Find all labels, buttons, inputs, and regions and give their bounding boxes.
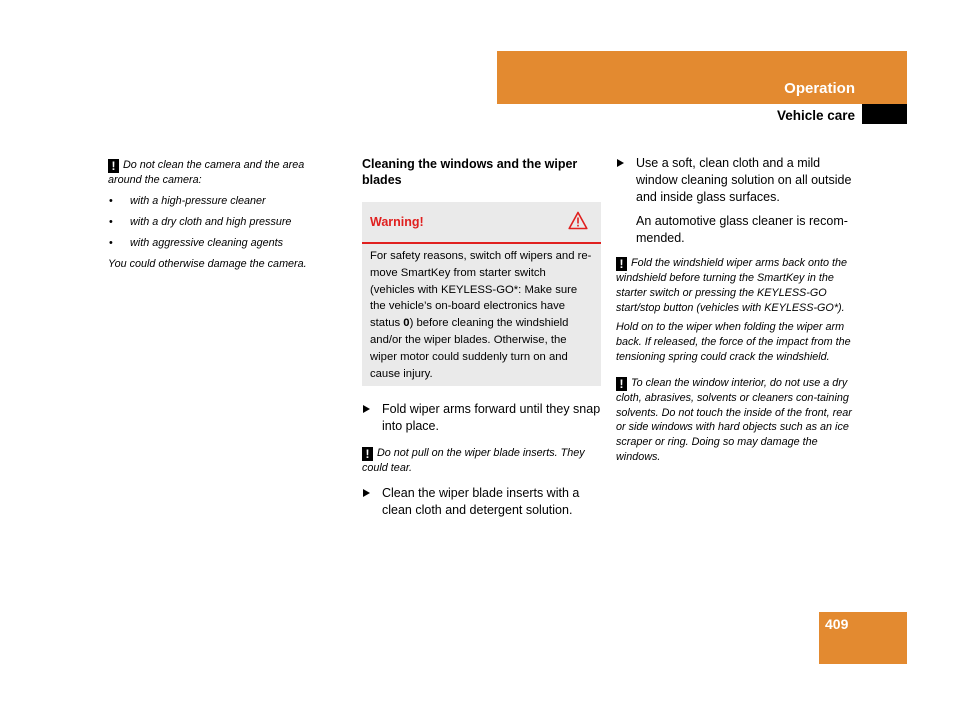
attention-icon: ! [108, 159, 119, 173]
wiper-hold-note: Hold on to the wiper when folding the wiper arm back. If released, the force of the impact from the tensioning spring could crack the windshield. [616, 321, 851, 363]
wiper-insert-note: ! Do not pull on the wiper blade inserts. They could tear. [362, 447, 585, 474]
status-value: 0 [403, 317, 410, 330]
triangle-right-icon [363, 405, 370, 413]
page-number: 409 [825, 616, 849, 632]
camera-note-end: You could otherwise damage the camera. [108, 257, 307, 270]
step-fold-wiper-arms: Fold wiper arms forward until they snap into place. [362, 401, 602, 435]
warning-triangle-icon [568, 211, 588, 235]
attention-icon: ! [616, 257, 627, 271]
right-column [616, 155, 858, 465]
section-title: Operation [784, 80, 855, 97]
step-clean-blade-inserts: Clean the wiper blade inserts with a clean cloth and detergent solution. [362, 485, 602, 519]
warning-text: For safety reasons, switch off wipers and re-move SmartKey from starter switch (vehicles with KEYLESS-GO*: Make sure the vehicle’s on-board electronics have status 0) before cleaning the windshield and/or the wiper blades. Otherwise, the wiper motor could suddenly turn on and cause injury. [370, 250, 592, 380]
middle-column [362, 156, 601, 188]
triangle-right-icon [617, 159, 624, 167]
bullet-icon: • [109, 194, 113, 207]
list-item: • with aggressive cleaning agents [109, 236, 284, 249]
attention-icon: ! [616, 377, 627, 391]
section-tab-marker [862, 104, 907, 124]
middle-lower [362, 401, 602, 519]
section-heading: Cleaning the windows and the wiper blades [362, 157, 578, 187]
subsection-title: Vehicle care [776, 108, 855, 123]
glass-cleaner-para: An automotive glass cleaner is recom-mended. [636, 214, 848, 245]
camera-note-intro: ! Do not clean the camera and the area around the camera: [108, 159, 305, 186]
warning-header [362, 202, 601, 244]
camera-bullet-list [108, 194, 330, 250]
wiper-arm-note: ! Fold the windshield wiper arms back onto the windshield before turning the SmartKey in the starter switch or pressing the KEYLESS-GO start/stop button (vehicles with KEYLESS-GO*). [616, 257, 848, 314]
window-interior-note: ! To clean the window interior, do not use a dry cloth, abrasives, solvents or cleaners con-taining solvents. Do not touch the inside of the front, rear or side windows with hard objects such as an ice scraper or ring. Doing so may damage the windows. [616, 376, 852, 463]
attention-icon: ! [362, 447, 373, 461]
list-item: • with a dry cloth and high pressure [109, 215, 292, 228]
warning-box [362, 202, 601, 386]
bullet-icon: • [109, 236, 113, 249]
left-column [108, 158, 330, 272]
step-clean-glass: Use a soft, clean cloth and a mild window cleaning solution on all outside and inside glass surfaces. [616, 155, 858, 206]
triangle-right-icon [363, 489, 370, 497]
bullet-icon: • [109, 215, 113, 228]
warning-label: Warning! [370, 215, 424, 229]
list-item: • with a high-pressure cleaner [109, 194, 266, 207]
